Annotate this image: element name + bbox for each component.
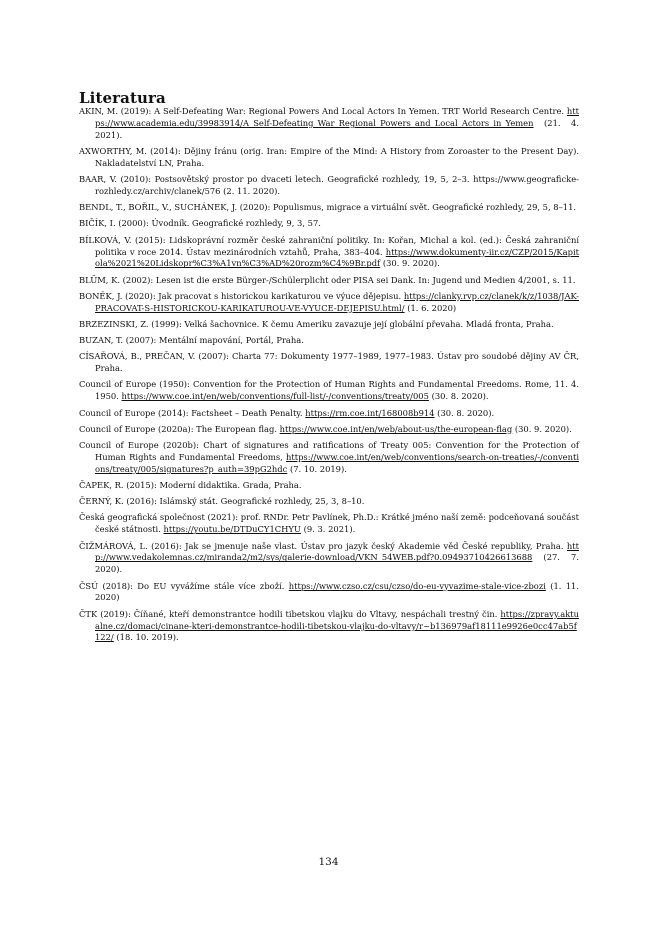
reference-text: Council of Europe (1950): Convention for the Protection of Human Rights and Fundamental Freedoms. Rome, 11. 4. 1950. — [79, 379, 579, 402]
reference-text: AKIN, M. (2019): A Self-Defeating War: Regional Powers And Local Actors In Yemen. TRT World Research Centre. — [79, 106, 567, 116]
reference-text: ČERNÝ, K. (2016): Islámský stát. Geografické rozhledy, 25, 3, 8–10. — [79, 496, 365, 507]
reference-link[interactable]: https://rm.coe.int/168008b914 — [305, 407, 435, 418]
reference-date: (30. 8. 2020). — [434, 407, 495, 418]
reference-entry — [79, 235, 579, 271]
reference-list — [79, 106, 579, 649]
reference-entry — [79, 440, 579, 476]
reference-date: (18. 10. 2019). — [113, 632, 179, 643]
reference-entry — [79, 609, 579, 645]
reference-text: ČIŽMÁROVÁ, L. (2016): Jak se jmenuje naše vlast. Ústav pro jazyk český Akademie věd České republiky, Praha. — [79, 540, 567, 551]
reference-text: Česká geografická společnost (2021): prof. RNDr. Petr Pavlínek, Ph.D.: Krátké jméno naší země: podceňovaná součást české státnosti. — [79, 512, 579, 535]
reference-entry — [79, 408, 579, 420]
reference-text: ČTK (2019): Číňané, kteří demonstrantce hodili tibetskou vlajku do Vltavy, nespáchali trestný čin. — [79, 608, 501, 619]
section-heading: Literatura — [79, 89, 166, 108]
reference-link[interactable]: https://www.academia.edu/39983914/A_Self-Defeating_War_Regional_Powers_and_Local_Actors_in_Yemen — [95, 106, 579, 128]
reference-date: (30. 9. 2020). — [380, 258, 440, 269]
reference-link[interactable]: https://clanky.rvp.cz/clanek/k/z/1038/JAK-PRACOVAT-S-HISTORICKOU-KARIKATUROU-VE-VYUCE-DEJEPISU.html/ — [95, 290, 579, 313]
reference-entry — [79, 202, 579, 214]
reference-entry — [79, 512, 579, 536]
reference-text: BENDL, T., BOŘIL, V., SUCHÁNEK, J. (2020): Populismus, migrace a virtuální svět. Geografické rozhledy, 29, 5, 8–11. — [79, 202, 577, 213]
reference-text: BLÜM, K. (2002): Lesen ist die erste Bürger-/Schülerplicht oder PISA sei Dank. In: Jugend und Medien 4/2001, s. 11. — [79, 274, 576, 285]
reference-text: BIČÍK, I. (2000): Úvodník. Geografické rozhledy, 9, 3, 57. — [79, 218, 321, 229]
reference-text: AXWORTHY, M. (2014): Dějiny Íránu (orig. Iran: Empire of the Mind: A History from Zoroaster to the Present Day). Nakladatelství LN, Praha. — [79, 146, 579, 168]
reference-text: Council of Europe (2020a): The European flag. — [79, 423, 280, 434]
reference-text: Council of Europe (2020b): Chart of signatures and ratifications of Treaty 005: Convention for the Protection of Human Rights and Fundamental Freedoms, — [79, 440, 579, 462]
reference-date: (1. 11. 2020) — [95, 580, 579, 603]
reference-link[interactable]: https://www.dokumenty-iir.cz/CZP/2015/Kapitola%2021%20Lidskopr%C3%A1vn%C3%AD%20rozm%C4%9Br.pdf — [95, 246, 579, 269]
reference-entry — [79, 319, 579, 331]
reference-date: (7. 10. 2019). — [287, 463, 347, 474]
reference-entry — [79, 351, 579, 375]
reference-link[interactable]: https://www.czso.cz/csu/czso/do-eu-vyvazime-stale-vice-zbozi — [288, 580, 546, 591]
reference-text: BAAR, V. (2010): Postsovětský prostor po dvaceti letech. Geografické rozhledy, 19, 5, 2–3. https://www.geograficke-rozhledy.cz/archiv/clanek/576 (2. 11. 2020). — [79, 174, 579, 197]
reference-entry — [79, 291, 579, 315]
reference-entry — [79, 335, 579, 347]
reference-text: BUZAN, T. (2007): Mentální mapování, Portál, Praha. — [79, 335, 304, 346]
reference-link[interactable]: https://www.coe.int/en/web/about-us/the-european-flag — [279, 423, 513, 434]
reference-date: (30. 8. 2020). — [428, 391, 489, 402]
reference-entry — [79, 424, 579, 436]
reference-link[interactable]: https://www.coe.int/en/web/conventions/search-on-treaties/-/conventions/treaty/005/signatures?p_auth=39pG2hdc — [95, 451, 579, 474]
reference-entry — [79, 379, 579, 403]
reference-entry — [79, 496, 579, 508]
reference-link[interactable]: https://youtu.be/DTDuCY1CHYU — [163, 524, 301, 535]
reference-entry — [79, 541, 579, 577]
reference-entry — [79, 480, 579, 492]
reference-link[interactable]: http://www.vedakolemnas.cz/miranda2/m2/sys/galerie-download/VKN_54WEB.pdf?0.09493710426613688 — [95, 540, 579, 563]
reference-entry — [79, 218, 579, 230]
reference-text: BONĚK, J. (2020): Jak pracovat s historickou karikaturou ve výuce dějepisu. — [79, 290, 404, 301]
reference-entry — [79, 275, 579, 287]
reference-entry — [79, 146, 579, 170]
reference-text: ČAPEK, R. (2015): Moderní didaktika. Grada, Praha. — [79, 480, 302, 491]
reference-text: CÍSAŘOVÁ, B., PREČAN, V. (2007): Charta 77: Dokumenty 1977–1989, 1977–1983. Ústav pro soudobé dějiny AV ČR, Praha. — [79, 351, 579, 374]
reference-text: BRZEZINSKI, Z. (1999): Velká šachovnice. K čemu Ameriku zavazuje její globální převaha. Mladá fronta, Praha. — [79, 318, 554, 329]
reference-text: BÍLKOVÁ, V. (2015): Lidskoprávní rozměr české zahraniční politiky. In: Kořan, Michal a kol. (ed.): Česká zahraniční politika v roce 2014. Ústav mezinárodních vztahů, Praha, 383–404. — [79, 234, 579, 257]
reference-entry — [79, 581, 579, 605]
reference-date: (30. 9. 2020). — [512, 423, 572, 434]
reference-link[interactable]: https://www.coe.int/en/web/conventions/full-list/-/conventions/treaty/005 — [121, 391, 429, 402]
reference-date: (1. 6. 2020) — [404, 302, 457, 313]
page-number: 134 — [318, 856, 339, 868]
reference-link[interactable]: https://zpravy.aktualne.cz/domaci/cinane-kteri-demonstrantce-hodili-tibetskou-vlajku-do-vltavy/r~b136979af18111e9926e0cc47ab5f122/ — [95, 608, 579, 643]
reference-text: ČSÚ (2018): Do EU vyvážíme stále více zboží. — [79, 580, 289, 591]
reference-date: (9. 3. 2021). — [300, 524, 356, 535]
reference-entry — [79, 106, 579, 142]
reference-entry — [79, 174, 579, 198]
reference-text: Council of Europe (2014): Factsheet – Death Penalty. — [79, 407, 306, 418]
reference-date: (21. 4. 2021). — [95, 117, 579, 140]
reference-date: (27. 7. 2020). — [95, 552, 579, 575]
